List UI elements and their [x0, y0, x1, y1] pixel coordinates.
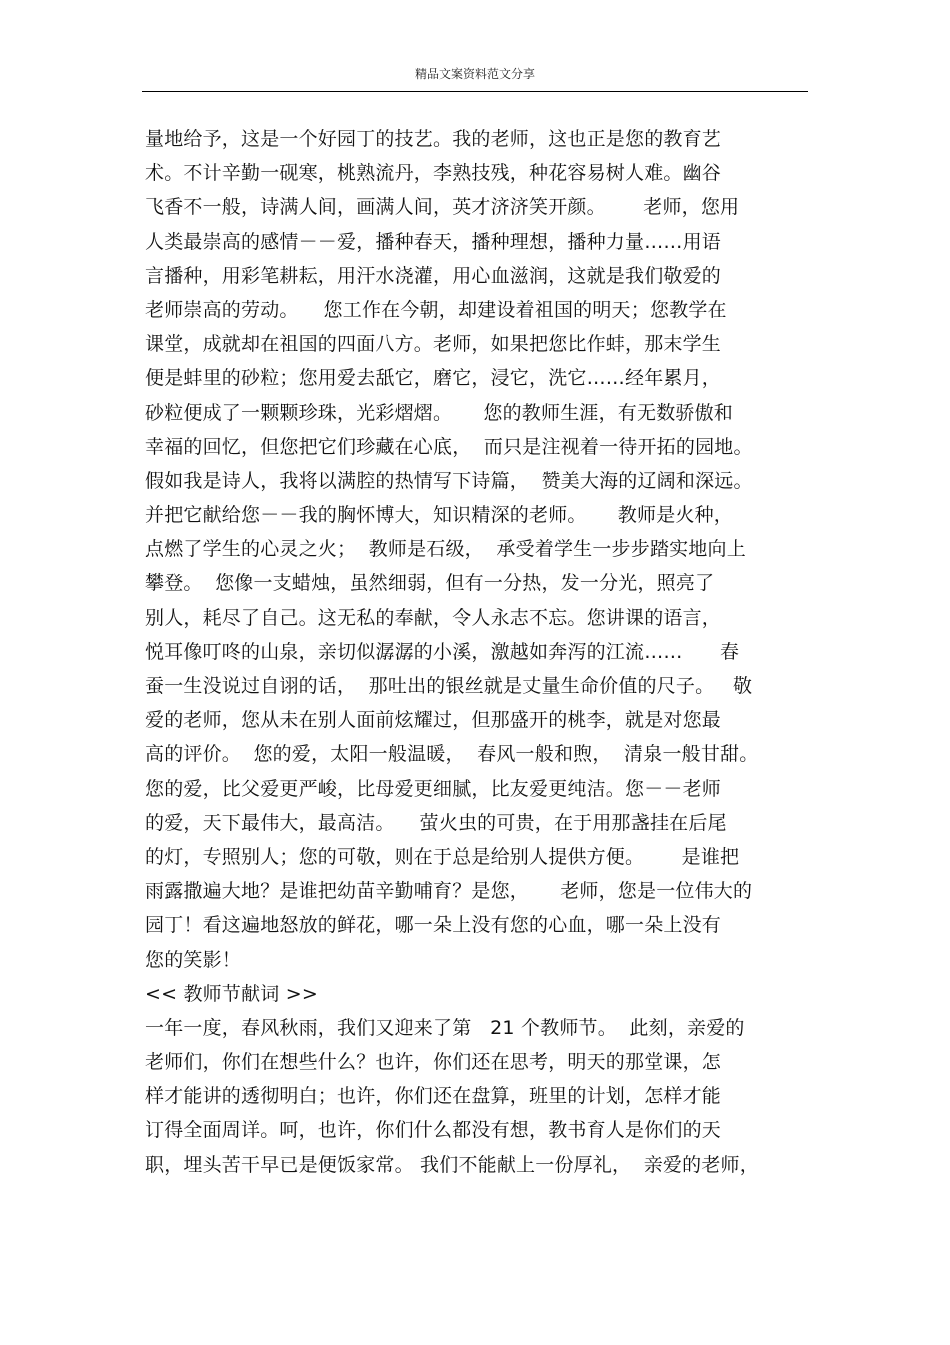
text-line: 攀登。 您像一支蜡烛，虽然细弱，但有一分热，发一分光，照亮了 — [145, 572, 715, 595]
text-line: 点燃了学生的心灵之火； 教师是石级， 承受着学生一步步踏实地向上 — [145, 538, 746, 561]
text-line: 人类最崇高的感情－－爱，播种春天，播种理想，播种力量……用语 — [145, 230, 722, 253]
page-header: 精品文案资料范文分享 — [414, 67, 535, 81]
header-divider — [142, 91, 808, 92]
text-line: 并把它献给您－－我的胸怀博大，知识精深的老师。 教师是火种， — [145, 504, 733, 527]
text-line: 量地给予，这是一个好园丁的技艺。我的老师，这也正是您的教育艺 — [145, 128, 722, 150]
text-line: 假如我是诗人，我将以满腔的热情写下诗篇， 赞美大海的辽阔和深远。 — [145, 469, 753, 492]
text-line: 便是蚌里的砂粒；您用爱去舐它，磨它，浸它，洗它……经年累月， — [145, 367, 722, 390]
text-line: 老师们，你们在想些什么？也许，你们还在思考，明天的那堂课，怎 — [145, 1051, 722, 1074]
text-line: 订得全面周详。呵，也许，你们什么都没有想，教书育人是你们的天 — [145, 1119, 722, 1142]
text-line: 一年一度，春风秋雨，我们又迎来了第 21 个教师节。 此刻，亲爱的 — [145, 1016, 745, 1039]
text-line: 课堂，成就却在祖国的四面八方。老师，如果把您比作蚌，那末学生 — [145, 333, 722, 356]
text-line: 别人，耗尽了自己。这无私的奉献，令人永志不忘。您讲课的语言， — [145, 606, 722, 629]
text-line: 高的评价。 您的爱，太阳一般温暖， 春风一般和煦， 清泉一般甘甜。 — [145, 743, 759, 766]
text-line: 您的笑影！ — [145, 948, 242, 971]
text-line: 老师崇高的劳动。 您工作在今朝，却建设着祖国的明天；您教学在 — [145, 298, 727, 321]
text-line: 砂粒便成了一颗颗珍珠，光彩熠熠。 您的教师生涯，有无数骄傲和 — [145, 401, 733, 424]
text-line: 的灯，专照别人；您的可敬，则在于总是给别人提供方便。 是谁把 — [145, 845, 740, 868]
text-line: 蚕一生没说过自诩的话， 那吐出的银丝就是丈量生命价值的尺子。 敬 — [145, 675, 753, 697]
text-line: 爱的老师，您从未在别人面前炫耀过，但那盛开的桃李，就是对您最 — [145, 709, 722, 732]
text-line: 飞香不一般，诗满人间，画满人间，英才济济笑开颜。 老师，您用 — [145, 196, 740, 219]
text-line: 雨露撒遍大地？是谁把幼苗辛勤哺育？是您， 老师，您是一位伟大的 — [145, 880, 753, 903]
text-line: 的爱，天下最伟大，最高洁。 萤火虫的可贵，在于用那盏挂在后尾 — [145, 811, 727, 834]
text-line: 幸福的回忆，但您把它们珍藏在心底， 而只是注视着一待开拓的园地。 — [145, 435, 753, 458]
text-line: 您的爱，比父爱更严峻，比母爱更细腻，比友爱更纯洁。您－－老师 — [145, 777, 722, 800]
text-line: 样才能讲的透彻明白；也许，你们还在盘算，班里的计划，怎样才能 — [145, 1085, 722, 1108]
text-line: 园丁！看这遍地怒放的鲜花，哪一朵上没有您的心血，哪一朵上没有 — [145, 914, 722, 937]
section-heading: << 教师节献词 >> — [145, 982, 318, 1005]
text-line: 言播种，用彩笔耕耘，用汗水浇灌，用心血滋润，这就是我们敬爱的 — [145, 264, 722, 287]
text-line: 职，埋头苦干早已是便饭家常。 我们不能献上一份厚礼， 亲爱的老师， — [145, 1153, 759, 1176]
text-line: 悦耳像叮咚的山泉，亲切似潺潺的小溪，激越如奔泻的江流…… 春 — [145, 640, 740, 663]
text-line: 术。不计辛勤一砚寒，桃熟流丹，李熟技残，种花容易树人难。幽谷 — [145, 162, 722, 185]
body-text — [145, 122, 815, 1182]
